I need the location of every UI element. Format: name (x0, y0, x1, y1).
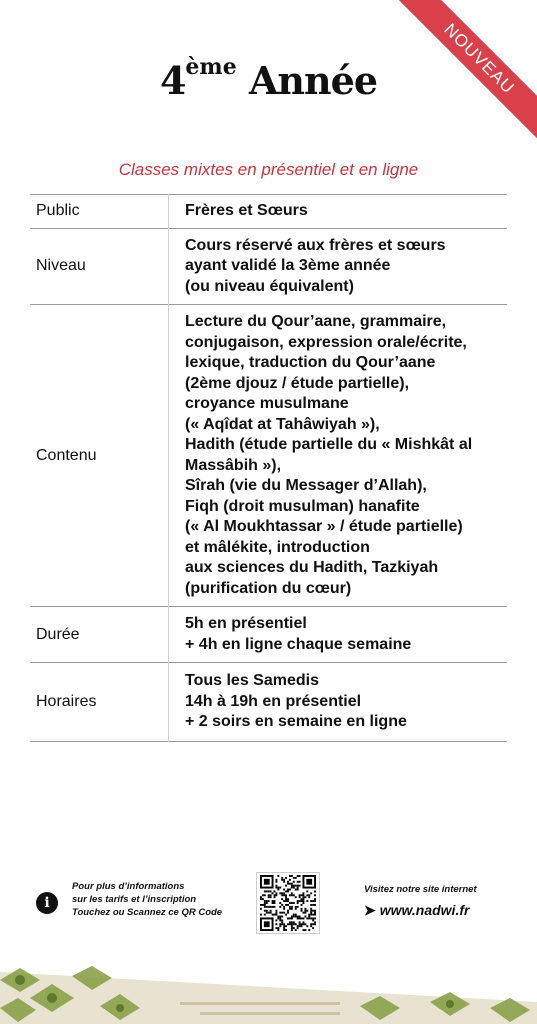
info-row (30, 607, 507, 663)
course-info-table (30, 194, 507, 742)
row-label: Contenu (30, 305, 169, 607)
title-number: 4 (159, 58, 186, 103)
info-row (30, 305, 507, 607)
title-word: Année (248, 58, 378, 103)
row-label: Horaires (30, 663, 169, 742)
info-text: Pour plus d’informations sur les tarifs et l’inscription Touchez ou Scannez ce QR Code (72, 881, 223, 918)
class-mode-subtitle: Classes mixtes en présentiel et en ligne (118, 160, 419, 179)
page-title (0, 54, 537, 103)
nouveau-ribbon: NOUVEAU (391, 0, 537, 147)
row-value: 5h en présentiel + 4h en ligne chaque semaine (185, 615, 412, 653)
decorative-pattern (0, 962, 537, 1024)
row-label: Niveau (30, 228, 169, 305)
row-label: Public (30, 195, 169, 229)
info-icon: i (36, 892, 58, 914)
info-row (30, 195, 507, 229)
qr-code-icon (259, 875, 317, 931)
site-url-text: www.nadwi.fr (379, 902, 470, 918)
footer (34, 872, 504, 938)
cursor-arrow-icon: ➤ (364, 902, 376, 918)
qr-code[interactable] (256, 872, 320, 934)
row-value: Lecture du Qour’aane, grammaire, conjugaison, expression orale/écrite, lexique, traduction du Qour’aane (2ème djouz / étude partielle), croyance musulmane (« Aqîdat at Tahâwiyah »), Hadith (étude partielle du « Mishkât al Massâbih »), Sîrah (vie du Messager d’Allah), Fiqh (droit musulman) hanafite (« Al Moukhtassar » / étude partielle) et mâlékite, introduction aux sciences du Hadith, Tazkiyah (purification du cœur) (185, 313, 473, 597)
row-value: Frères et Sœurs (185, 202, 308, 219)
row-value: Cours réservé aux frères et sœurs ayant validé la 3ème année (ou niveau équivalent) (185, 236, 446, 295)
row-value: Tous les Samedis 14h à 19h en présentiel + 2 soirs en semaine en ligne (185, 672, 407, 730)
site-label: Visitez notre site internet (364, 884, 477, 895)
title-ordinal: ème (185, 54, 237, 80)
info-row (30, 228, 507, 305)
site-link[interactable] (364, 902, 469, 919)
info-row (30, 663, 507, 742)
row-label: Durée (30, 607, 169, 663)
